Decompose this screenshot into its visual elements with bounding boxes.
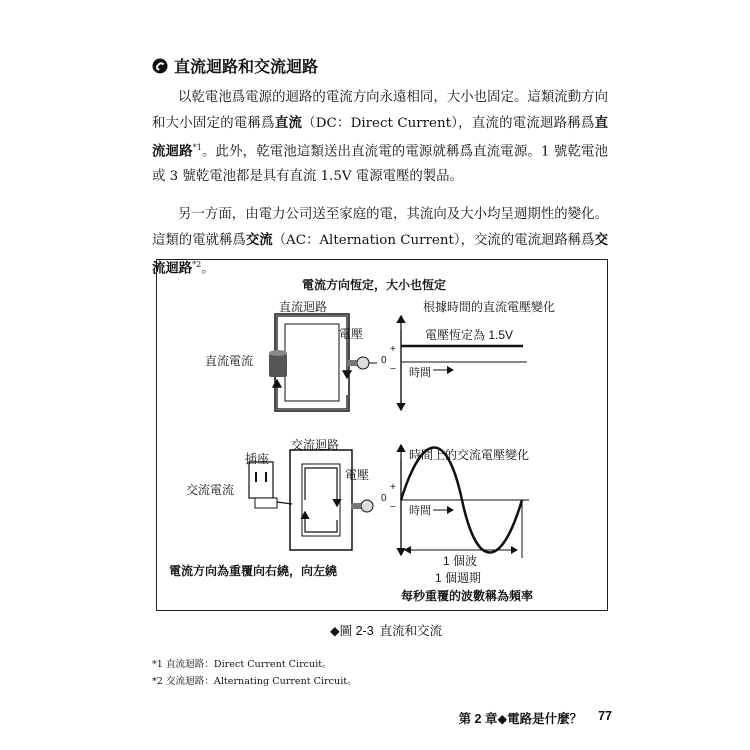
dc-zero: 0 — [381, 355, 387, 366]
paragraph-text: 。此外，乾電池這類送出直流電的電源就稱爲直流電源。1 號乾電池或 3 號乾電池都是具有直流 1.5V 電源電壓的製品。 — [152, 144, 608, 185]
chapter-label: 第 2 章◆電路是什麼？ — [458, 712, 583, 726]
dc-minus: − — [390, 364, 396, 375]
footnote-ref-2: *2 — [192, 260, 202, 270]
ac-frequency-note: 每秒重覆的波數稱為頻率 — [401, 589, 534, 603]
dc-plus: + — [390, 344, 396, 355]
figure-dc-ac — [156, 259, 608, 611]
footnote-1: *1 直流迴路：Direct Current Circuit。 — [152, 659, 332, 670]
dc-time-label: 時間 — [409, 367, 431, 379]
dc-voltage-axis: 電壓 — [339, 327, 364, 341]
dc-circuit-label: 直流迴路 — [279, 300, 328, 314]
paragraph-text: 另一方面，由電力公司送至家庭的電，其流向及大小均呈週期性的變化。這類的電就稱爲 — [152, 207, 608, 248]
ac-outlet-label: 插座 — [245, 452, 270, 466]
footnote-ref-1: *1 — [192, 143, 202, 153]
figure-caption — [330, 621, 442, 639]
dc-graph-title: 根據時間的直流電壓變化 — [423, 300, 556, 314]
paragraph-text: 以乾電池爲電源的迴路的電流方向永遠相同，大小也固定。這類流動方向和大小固定的電稱爲 — [152, 90, 608, 131]
paragraph-dc — [152, 86, 608, 190]
ac-plus: + — [390, 482, 396, 493]
term-dc-circuit: 直流迴路 — [152, 114, 609, 160]
paragraph-text: （AC：Alternation Current），交流的電流迴路稱爲 — [272, 232, 595, 248]
ac-direction-note: 電流方向為重覆向右繞，向左繞 — [169, 564, 338, 578]
ac-time-label: 時間 — [409, 505, 431, 517]
page-number: 77 — [598, 709, 612, 723]
ac-wave-label: 1 個波 — [443, 554, 478, 568]
ac-circuit-label: 交流迴路 — [291, 438, 340, 452]
section-title: 直流迴路和交流迴路 — [174, 57, 319, 76]
page-footer — [459, 709, 612, 727]
ac-current-label: 交流電流 — [186, 483, 235, 497]
circuit-loop-icon — [152, 58, 168, 74]
paragraph-text: （DC：Direct Current），直流的電流迴路稱爲 — [302, 115, 595, 131]
term-direct-current: 直流 — [274, 114, 303, 131]
term-alternating-current: 交流 — [245, 231, 273, 248]
dc-constant-label: 電壓恆定為 1.5V — [425, 328, 514, 342]
ac-period-label: 1 個週期 — [435, 571, 482, 585]
ac-graph-title: 時間上的交流電壓變化 — [409, 448, 530, 462]
caption-text: 直流和交流 — [379, 624, 443, 638]
paragraph-text: 。 — [201, 261, 215, 277]
caption-marker: ◆圖 2-3 — [330, 624, 374, 638]
section-heading — [152, 54, 318, 77]
term-ac-circuit: 交流迴路 — [152, 231, 608, 277]
dc-current-label: 直流電流 — [205, 354, 254, 368]
ac-zero: 0 — [381, 493, 387, 504]
footnote-2: *2 交流迴路：Alternating Current Circuit。 — [152, 676, 357, 687]
ac-minus: − — [390, 502, 396, 513]
dc-title: 電流方向恆定，大小也恆定 — [302, 278, 447, 292]
ac-voltage-axis: 電壓 — [345, 468, 370, 482]
